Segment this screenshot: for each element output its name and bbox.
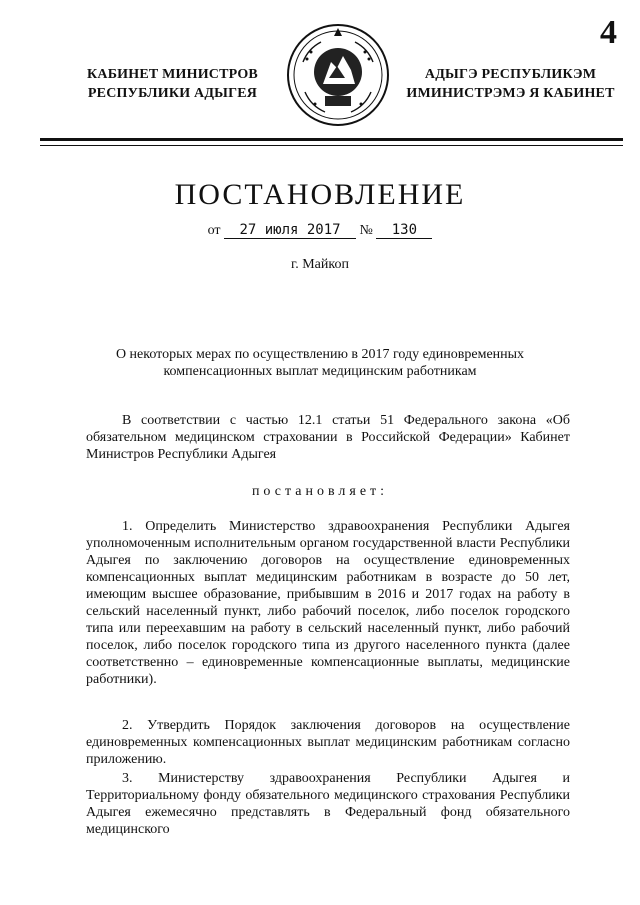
org-name-russian (80, 65, 265, 103)
date-value: 27 июля 2017 (224, 222, 356, 239)
org-name-line: ИМИНИСТРЭМЭ Я КАБИНЕТ (406, 86, 615, 101)
page-number: 4 (600, 14, 617, 51)
org-name-line: КАБИНЕТ МИНИСТРОВ (87, 67, 258, 82)
decree-word: постановляет: (251, 484, 389, 499)
org-name-adyghe (398, 65, 623, 103)
number-prefix: № (359, 223, 373, 238)
document-number: 130 (376, 222, 432, 239)
city: г. Майкоп (291, 257, 349, 272)
org-name-line: РЕСПУБЛИКИ АДЫГЕЯ (87, 86, 258, 101)
org-name-line: АДЫГЭ РЕСПУБЛИКЭМ (424, 67, 597, 82)
date-line (0, 222, 640, 239)
document-subject: О некоторых мерах по осуществлению в 2017 году единовременных компенсационных выплат медицинским работникам (115, 347, 525, 379)
coat-of-arms-icon (285, 22, 391, 128)
date-prefix: от (207, 223, 221, 238)
paragraph-2: 2. Утвердить Порядок заключения договоров на осуществление единовременных компенсационных выплат медицинским работникам согласно приложению. (86, 718, 570, 767)
paragraph-1: 1. Определить Министерство здравоохранения Республики Адыгея уполномоченным исполнительным органом государственной власти Республики Адыгея по заключению договоров на осуществление единовременных компенсационных выплат медицинским работникам в возрасте до 50 лет, имеющим высшее образование, прибывшим в 2016 и 2017 годах на работу в сельский населенный пункт, либо рабочий поселок, либо поселок городского типа или переехавшим на работу в сельский населенный пункт, либо рабочий поселок, либо поселок городского типа из другого населенного пункта (далее соответственно – единовременные компенсационные выплаты, медицинские работники). (86, 519, 570, 687)
paragraph-3: 3. Министерству здравоохранения Республики Адыгея и Территориальному фонду обязательного медицинского страхования Республики Адыгея ежемесячно представлять в Федеральный фонд обязательного медицинского (86, 771, 570, 837)
intro-paragraph: В соответствии с частью 12.1 статьи 51 Федерального закона «Об обязательном медицинском страховании в Российской Федерации» Кабинет Министров Республики Адыгея (86, 413, 570, 462)
header-divider-thin (40, 145, 623, 146)
header-divider-thick (40, 138, 623, 141)
document-title: ПОСТАНОВЛЕНИЕ (174, 178, 466, 211)
